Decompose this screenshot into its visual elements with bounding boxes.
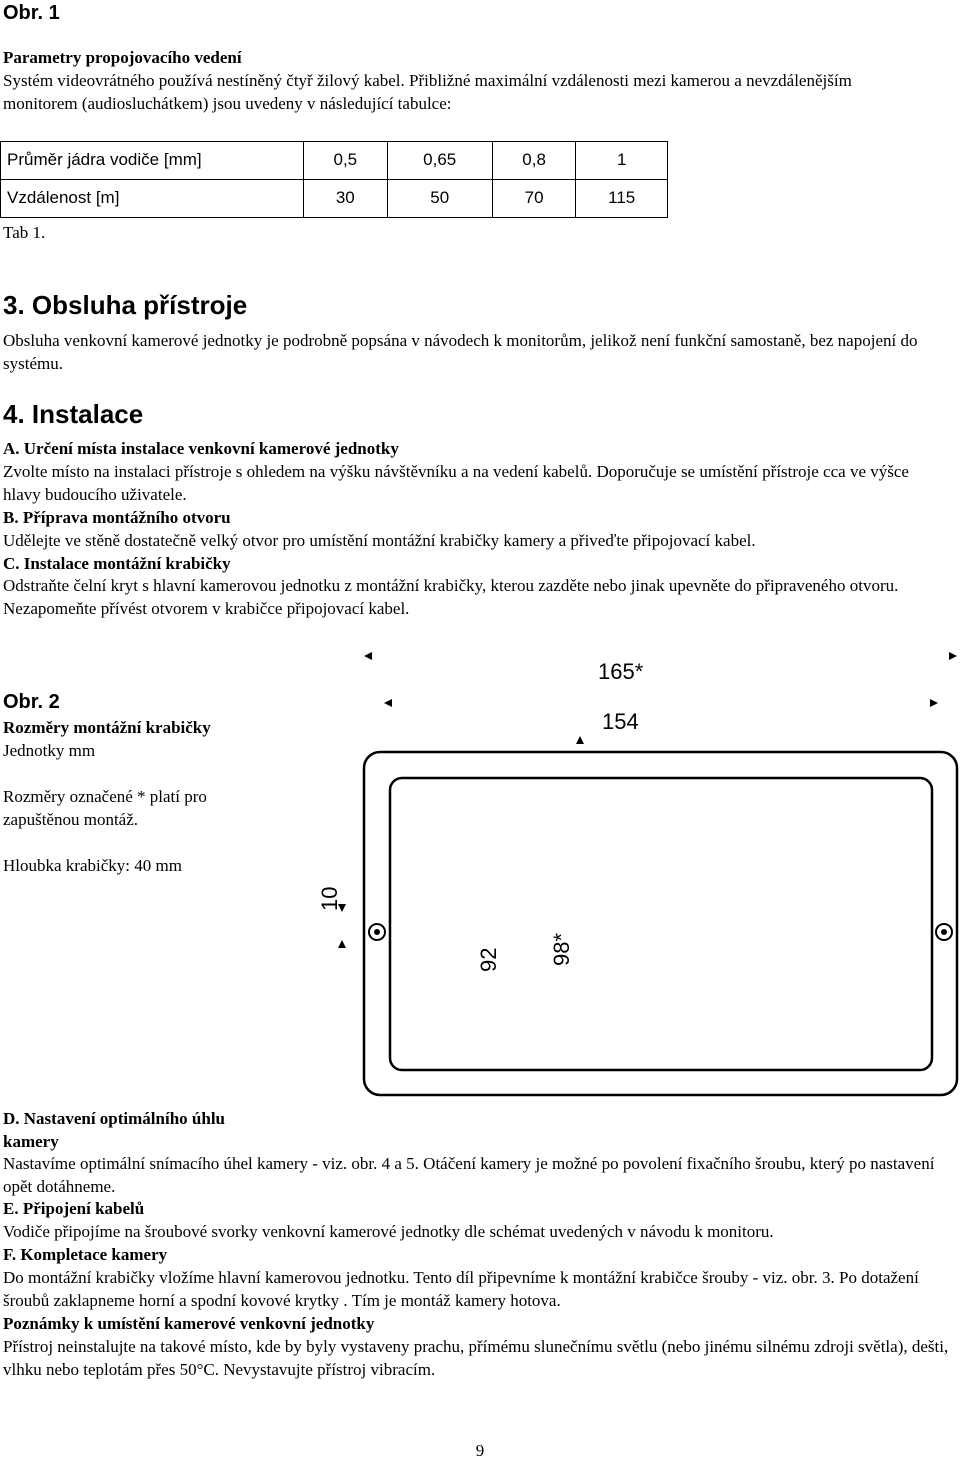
dimension-inner-width: 154: [602, 709, 639, 734]
table-cell: 30: [304, 180, 388, 218]
mounting-hole-left: [369, 924, 385, 940]
notes-text: Přístroj neinstalujte na takové místo, kde by byly vystaveny prachu, přímému slunečnímu světlu (nebo jinému silnému zdroji světla), dešti, vlhku nebo teplotám přes 50°C. Nevystavujte přístroj vibracím.: [3, 1337, 949, 1379]
mounting-hole-right: [936, 924, 952, 940]
table-row-label: Průměr jádra vodiče [mm]: [1, 142, 304, 180]
arrow-up-icon: [338, 940, 346, 948]
arrow-right-icon: [949, 652, 957, 660]
figure-1-label: Obr. 1: [3, 2, 60, 24]
subsection-c-title: C. Instalace montážní krabičky: [3, 554, 231, 573]
subsection-c-text: Odstraňte čelní kryt s hlavní kamerovou jednotku z montážní krabičky, kterou zazděte nebo jinak upevněte do připraveného otvoru. Nezapomeňte přívést otvorem v krabičce připojovací kabel.: [3, 576, 899, 618]
subsection-e-title: E. Připojení kabelů: [3, 1199, 145, 1218]
table-cell: 50: [387, 180, 492, 218]
figure-2-note: Rozměry označené * platí pro zapuštěnou montáž.: [3, 787, 207, 829]
subsection-f-text: Do montážní krabičky vložíme hlavní kamerovou jednotku. Tento díl připevníme k montážní krabičce šrouby - viz. obr. 3. Po dotažení šroubů zaklapneme horní a spodní kovové krytky . Tím je montáž kamery hotova.: [3, 1268, 919, 1310]
wiring-text: Systém videovrátného používá nestíněný čtyř žilový kabel. Přibližné maximální vzdálenosti mezi kamerou a nevzdálenějším monitorem (audiosluchátkem) jsou uvedeny v následující tabulce:: [3, 71, 852, 113]
figure-2-label: Obr. 2: [3, 691, 60, 713]
subsection-d-title: D. Nastavení optimálního úhlu kamery: [3, 1109, 225, 1151]
subsection-b-text: Udělejte ve stěně dostatečně velký otvor pro umístění montážní krabičky kamery a přiveďte připojovací kabel.: [3, 531, 756, 550]
figure-2-depth: Hloubka krabičky: 40 mm: [3, 856, 182, 875]
dimension-inner-height: 92: [476, 947, 501, 972]
subsection-d-text: Nastavíme optimální snímacího úhel kamery - viz. obr. 4 a 5. Otáčení kamery je možné po povolení fixačního šroubu, který po nastavení opět dotáhneme.: [3, 1154, 935, 1196]
page-number: 9: [475, 1441, 485, 1460]
arrow-left-icon: [364, 652, 372, 660]
section-3-heading: 3. Obsluha přístroje: [3, 290, 248, 320]
dimension-outer-width: 165*: [598, 659, 644, 684]
box-outer-outline: [364, 752, 957, 1095]
table-caption: Tab 1.: [3, 223, 46, 242]
figure-2-title: Rozměry montážní krabičky: [3, 718, 211, 737]
table-cell: 0,5: [304, 142, 388, 180]
subsection-a-text: Zvolte místo na instalaci přístroje s ohledem na výšku návštěvníku a na vedení kabelů. Doporučuje se umístění přístroje cca ve výšce hlavy budoucího uživatele.: [3, 462, 909, 504]
notes-title: Poznámky k umístění kamerové venkovní jednotky: [3, 1314, 375, 1333]
box-inner-outline: [390, 778, 932, 1070]
section-4-heading: 4. Instalace: [3, 399, 144, 429]
subsection-b-title: B. Příprava montážního otvoru: [3, 508, 231, 527]
dimension-outer-height: 98*: [549, 932, 574, 966]
table-cell: 0,8: [492, 142, 576, 180]
arrow-up-icon: [576, 736, 584, 744]
subsection-f-title: F. Kompletace kamery: [3, 1245, 168, 1264]
subsection-a-title: A. Určení místa instalace venkovní kamerové jednotky: [3, 439, 399, 458]
arrow-left-icon: [384, 699, 392, 707]
dimension-hole-offset: 10: [317, 886, 342, 911]
wiring-title: Parametry propojovacího vedení: [3, 48, 242, 67]
subsection-e-text: Vodiče připojíme na šroubové svorky venkovní kamerové jednotky dle schémat uvedených v návodu k monitoru.: [3, 1222, 774, 1241]
section-3-text: Obsluha venkovní kamerové jednotky je podrobně popsána v návodech k monitorům, jelikož není funkční samostaně, bez napojení do systému.: [3, 331, 918, 373]
table-cell: 1: [576, 142, 668, 180]
arrow-right-icon: [930, 699, 938, 707]
table-cell: 115: [576, 180, 668, 218]
table-row-label: Vzdálenost [m]: [1, 180, 304, 218]
table-cell: 70: [492, 180, 576, 218]
figure-2-units: Jednotky mm: [3, 741, 96, 760]
table-cell: 0,65: [387, 142, 492, 180]
